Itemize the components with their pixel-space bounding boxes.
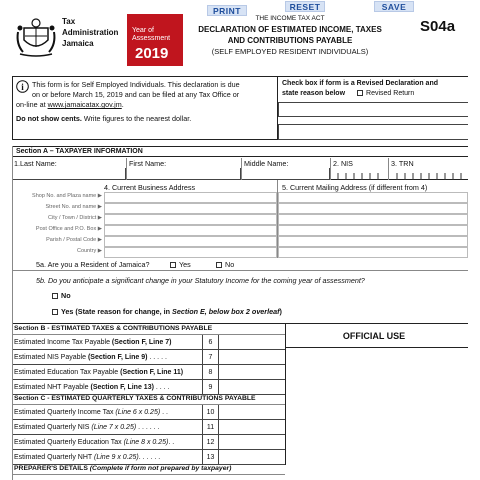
line-item-label: Estimated NIS Payable (Section F, Line 9) . . . . . xyxy=(14,354,167,361)
income-change-no-option[interactable]: No xyxy=(52,291,71,300)
resident-yes-option[interactable]: Yes xyxy=(170,260,191,269)
resident-no-checkbox[interactable] xyxy=(216,262,222,268)
amount-field[interactable] xyxy=(219,450,285,465)
line-number: 8 xyxy=(202,365,219,380)
resident-no-option[interactable]: No xyxy=(216,260,234,269)
cents-note: Do not show cents. Write figures to the nearest dollar. xyxy=(16,114,192,123)
agency-name: Tax Administration Jamaica xyxy=(62,17,119,48)
mailing-address-field[interactable] xyxy=(278,236,468,247)
income-change-yes-checkbox[interactable] xyxy=(52,309,58,315)
amount-field[interactable] xyxy=(219,420,285,435)
line-item-label: Estimated Quarterly NIS (Line 7 x 0.25) . . . . . . xyxy=(14,424,160,431)
info-text-2: on or before March 15, 2019 and can be filed at any Tax Office or xyxy=(32,90,240,99)
line-number: 12 xyxy=(202,435,219,450)
line-number: 11 xyxy=(202,420,219,435)
amount-field[interactable] xyxy=(219,350,285,365)
line-item-row xyxy=(12,335,285,350)
revision-reason-field-2[interactable] xyxy=(278,124,468,140)
line-item-label: Estimated Quarterly Income Tax (Line 6 x 0.25) . . xyxy=(14,409,168,416)
line-item-row xyxy=(12,350,285,365)
resident-question: 5a. Are you a Resident of Jamaica? xyxy=(36,260,150,269)
form-code: S04a xyxy=(420,18,456,35)
form-title: DECLARATION OF ESTIMATED INCOME, TAXES xyxy=(198,25,382,34)
business-address-field[interactable] xyxy=(104,247,277,258)
mailing-address-field[interactable] xyxy=(278,203,468,214)
business-address-field[interactable] xyxy=(104,236,277,247)
income-change-question: 5b. Do you anticipate a significant change in your Statutory Income for the coming year of assessment? xyxy=(36,276,365,285)
mailing-address-field[interactable] xyxy=(278,214,468,225)
mailing-address-field[interactable] xyxy=(278,247,468,258)
middle-name-field[interactable] xyxy=(242,168,330,180)
amount-field[interactable] xyxy=(219,335,285,350)
line-item-row xyxy=(12,380,285,395)
line-number: 9 xyxy=(202,380,219,395)
revised-return-checkbox[interactable] xyxy=(357,90,363,96)
official-use-title: OFFICIAL USE xyxy=(342,331,406,341)
trn-field[interactable] xyxy=(389,168,468,180)
line-item-label: Estimated Income Tax Payable (Section F, Line 7) xyxy=(14,339,172,346)
address-row-label: Country ▶ xyxy=(76,248,102,254)
revised-title: Check box if form is a Revised Declaration and xyxy=(282,80,438,87)
resident-yes-checkbox[interactable] xyxy=(170,262,176,268)
business-address-field[interactable] xyxy=(104,192,277,203)
info-text: This form is for Self Employed Individuals. This declaration is due xyxy=(32,80,240,89)
website-link[interactable]: www.jamaicatax.gov.jm xyxy=(47,100,122,109)
business-address-field[interactable] xyxy=(104,214,277,225)
address-row-label: Post Office and P.O. Box ▶ xyxy=(35,226,102,232)
last-name-label: 1.Last Name: xyxy=(14,159,57,168)
business-address-label: 4. Current Business Address xyxy=(104,183,196,192)
line-item-label: Estimated Quarterly NHT (Line 9 x 0.25). . . . . . xyxy=(14,454,161,461)
amount-field[interactable] xyxy=(219,435,285,450)
address-row-label: City / Town / District ▶ xyxy=(48,215,102,221)
form-subtitle: (SELF EMPLOYED RESIDENT INDIVIDUALS) xyxy=(211,47,369,56)
line-item-label: Estimated Education Tax Payable (Section F, Line 11) xyxy=(14,369,184,376)
address-row-label: Street No. and name ▶ xyxy=(45,204,102,210)
line-item-row xyxy=(12,435,285,450)
svg-text:i: i xyxy=(21,82,24,92)
last-name-field[interactable] xyxy=(12,168,126,180)
address-row-label: Shop No. and Plaza name ▶ xyxy=(32,193,102,199)
nis-field[interactable] xyxy=(330,168,388,180)
amount-field[interactable] xyxy=(219,365,285,380)
income-change-no-checkbox[interactable] xyxy=(52,293,58,299)
trn-label: 3. TRN xyxy=(391,159,414,168)
section-a-title: Section A – TAXPAYER INFORMATION xyxy=(16,148,143,155)
year-of-assessment-box: Year of Assessment 2019 xyxy=(127,14,183,66)
line-number: 13 xyxy=(202,450,219,465)
info-icon xyxy=(16,80,29,93)
line-number: 10 xyxy=(202,405,219,420)
line-number: 7 xyxy=(202,350,219,365)
business-address-field[interactable] xyxy=(104,225,277,236)
middle-name-label: Middle Name: xyxy=(244,159,289,168)
first-name-label: First Name: xyxy=(129,159,167,168)
amount-field[interactable] xyxy=(219,380,285,395)
line-item-label: Estimated NHT Payable (Section F, Line 13) . . . . xyxy=(14,384,170,391)
save-button[interactable]: SAVE xyxy=(374,1,414,12)
business-address-field[interactable] xyxy=(104,203,277,214)
form-title-line2: AND CONTRIBUTIONS PAYABLE xyxy=(227,36,353,45)
line-item-label: Estimated Quarterly Education Tax (Line 8 x 0.25). . xyxy=(14,439,175,446)
info-text-3: on-line at www.jamaicatax.gov.jm. xyxy=(16,100,124,109)
nis-label: 2. NIS xyxy=(333,159,353,168)
print-button[interactable]: PRINT xyxy=(207,5,247,16)
preparer-title: PREPARER'S DETAILS (Complete if form not prepared by taxpayer) xyxy=(14,465,232,472)
line-item-row xyxy=(12,365,285,380)
first-name-field[interactable] xyxy=(127,168,241,180)
line-number: 6 xyxy=(202,335,219,350)
coat-of-arms-icon xyxy=(14,14,58,58)
address-row-label: Parish / Postal Code ▶ xyxy=(46,237,102,243)
section-b-title: Section B - ESTIMATED TAXES & CONTRIBUTIONS PAYABLE xyxy=(14,325,213,332)
act-name: THE INCOME TAX ACT xyxy=(255,15,325,22)
amount-field[interactable] xyxy=(219,405,285,420)
revised-title-2: state reason below Revised Return xyxy=(282,90,415,97)
reset-button[interactable]: RESET xyxy=(285,1,325,12)
revised-return-label: Revised Return xyxy=(366,90,415,97)
mailing-address-field[interactable] xyxy=(278,192,468,203)
mailing-address-field[interactable] xyxy=(278,225,468,236)
line-item-row xyxy=(12,405,285,420)
mailing-address-label: 5. Current Mailing Address (if different from 4) xyxy=(282,183,428,192)
section-c-title: Section C - ESTIMATED QUARTERLY TAXES & CONTRIBUTIONS PAYABLE xyxy=(14,395,256,402)
income-change-yes-option[interactable]: Yes (State reason for change, in Section E, below box 2 overleaf) xyxy=(52,307,282,316)
line-item-row xyxy=(12,420,285,435)
line-item-row xyxy=(12,450,285,465)
revision-reason-field-1[interactable] xyxy=(278,102,468,117)
